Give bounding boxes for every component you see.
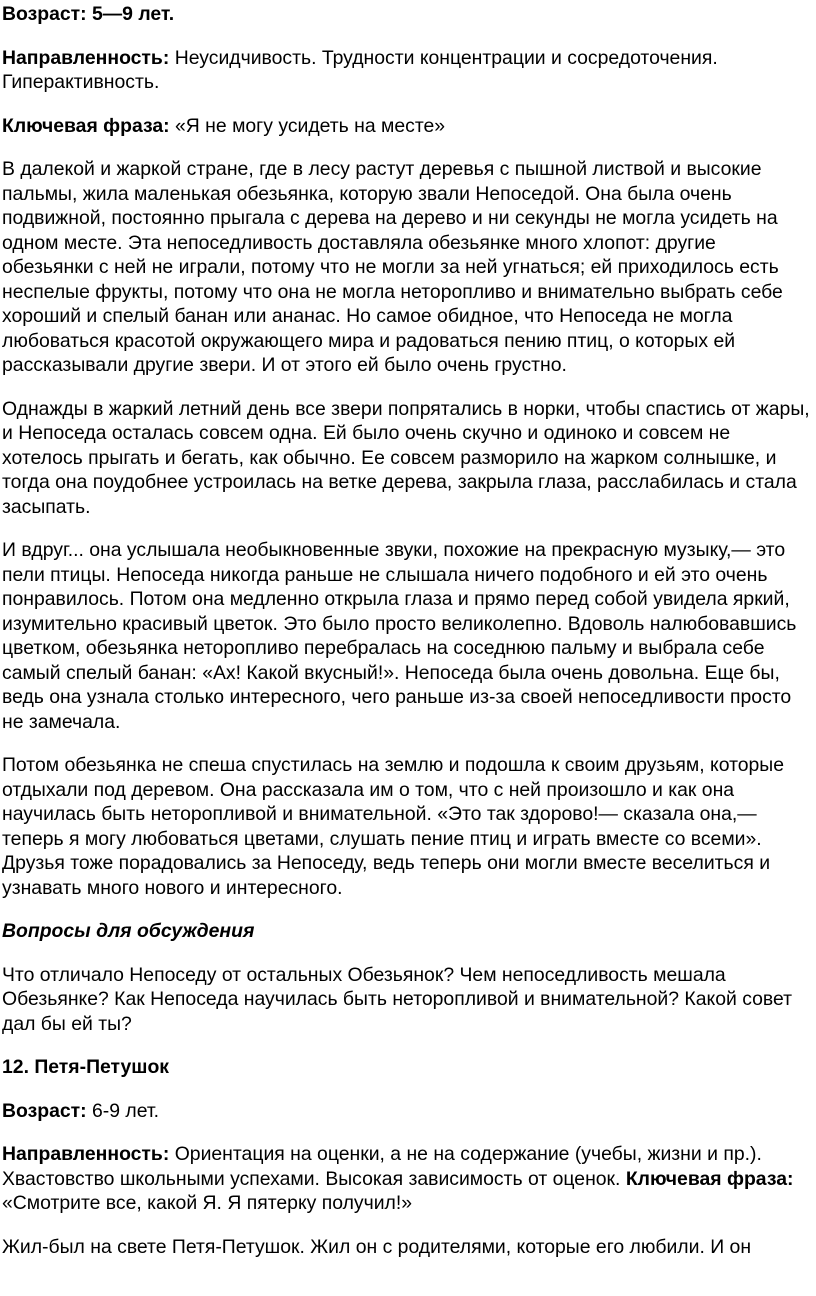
questions-heading [2, 919, 812, 944]
story1-paragraph: Однажды в жаркий летний день все звери попрятались в норки, чтобы спастись от жары, и Непоседа осталась совсем одна. Ей было очень скучно и одиноко и совсем не хотелось прыгать и бегать, как обычно. Ее совсем разморило на жарком солнышке, и тогда она поудобнее устроилась на ветке дерева, закрыла глаза, расслабилась и стала засыпать. [2, 397, 810, 518]
questions-heading-text: Вопросы для обсуждения [2, 920, 255, 942]
story2-key-phrase-text: «Смотрите все, какой Я. Я пятерку получил!» [2, 1192, 413, 1214]
story2-age [2, 1099, 812, 1124]
story2-focus-text: Ориентация на оценки, а не на содержание (учебы, жизни и пр.). Хвастовство школьными успехами. Высокая зависимость от оценок. [2, 1143, 762, 1190]
story1-focus-label: Направленность: [2, 46, 170, 69]
story1-age [2, 2, 812, 27]
story1-paragraph: Потом обезьянка не спеша спустилась на землю и подошла к своим друзьям, которые отдыхали под деревом. Она рассказала им о том, что с ней произошло и как она научилась быть неторопливой и внимательной. «Это так здорово!— сказала она,— теперь я могу любоваться цветами, слушать пение птиц и играть вместе со всеми». Друзья тоже порадовались за Непоседу, ведь теперь они могли вместе веселиться и узнавать много нового и интересного. [2, 754, 785, 899]
story2-title-text: 12. Петя-Петушок [2, 1056, 170, 1078]
story2-age-label: Возраст: [2, 1099, 87, 1122]
questions-text: Что отличало Непоседу от остальных Обезьянок? Чем непоседливость мешала Обезьянке? Как Непоседа научилась быть неторопливой и внимательной? Какой совет дал бы ей ты? [2, 963, 792, 1035]
story2-focus-label: Направленность: [2, 1143, 170, 1165]
story2-intro: Жил-был на свете Петя-Петушок. Жил он с родителями, которые его любили. И он [2, 1235, 752, 1258]
story2-title [2, 1055, 812, 1080]
story1-focus-text: Неусидчивость. Трудности концентрации и сосредоточения. Гиперактивность. [2, 46, 718, 93]
story1-key-phrase [2, 114, 812, 139]
story1-paragraph: В далекой и жаркой стране, где в лесу растут деревья с пышной листвой и высокие пальмы, жила маленькая обезьянка, которую звали Непоседой. Она была очень подвижной, постоянно прыгала с дерева на дерево и ни секунды не могла усидеть на одном месте. Эта непоседливость доставляла обезьянке много хлопот: другие обезьянки с ней не играли, потому что не могли за ней угнаться; ей приходилось есть неспелые фрукты, потому что она не могла неторопливо и внимательно выбрать себе хороший и спелый банан или ананас. Но самое обидное, что Непоседа не могла любоваться красотой окружающего мира и радоваться пению птиц, о которых ей рассказывали другие звери. И от этого ей было очень грустно. [2, 158, 783, 376]
story2-age-text: 6-9 лет. [86, 1099, 159, 1122]
story1-paragraph: И вдруг... она услышала необыкновенные звуки, похожие на прекрасную музыку,— это пели птицы. Непоседа никогда раньше не слышала ничего подобного и ей это очень понравилось. Потом она медленно открыла глаза и прямо перед собой увидела яркий, изумительно красивый цветок. Это было просто великолепно. Вдоволь налюбовавшись цветком, обезьянка неторопливо перебралась на соседнюю пальму и выбрала себе самый спелый банан: «Ах! Какой вкусный!». Непоседа была очень довольна. Еще бы, ведь она узнала столько интересного, чего раньше из-за своей непоседливости просто не замечала. [2, 539, 797, 733]
story1-age-label: Возраст: 5—9 лет. [2, 3, 175, 25]
story1-key-phrase-text: «Я не могу усидеть на месте» [169, 114, 446, 137]
story1-focus [2, 46, 812, 95]
story2-key-phrase-label: Ключевая фраза: [625, 1167, 794, 1190]
document-page [0, 2, 816, 1259]
story2-focus [2, 1142, 812, 1216]
story1-key-phrase-label: Ключевая фраза: [2, 114, 170, 137]
